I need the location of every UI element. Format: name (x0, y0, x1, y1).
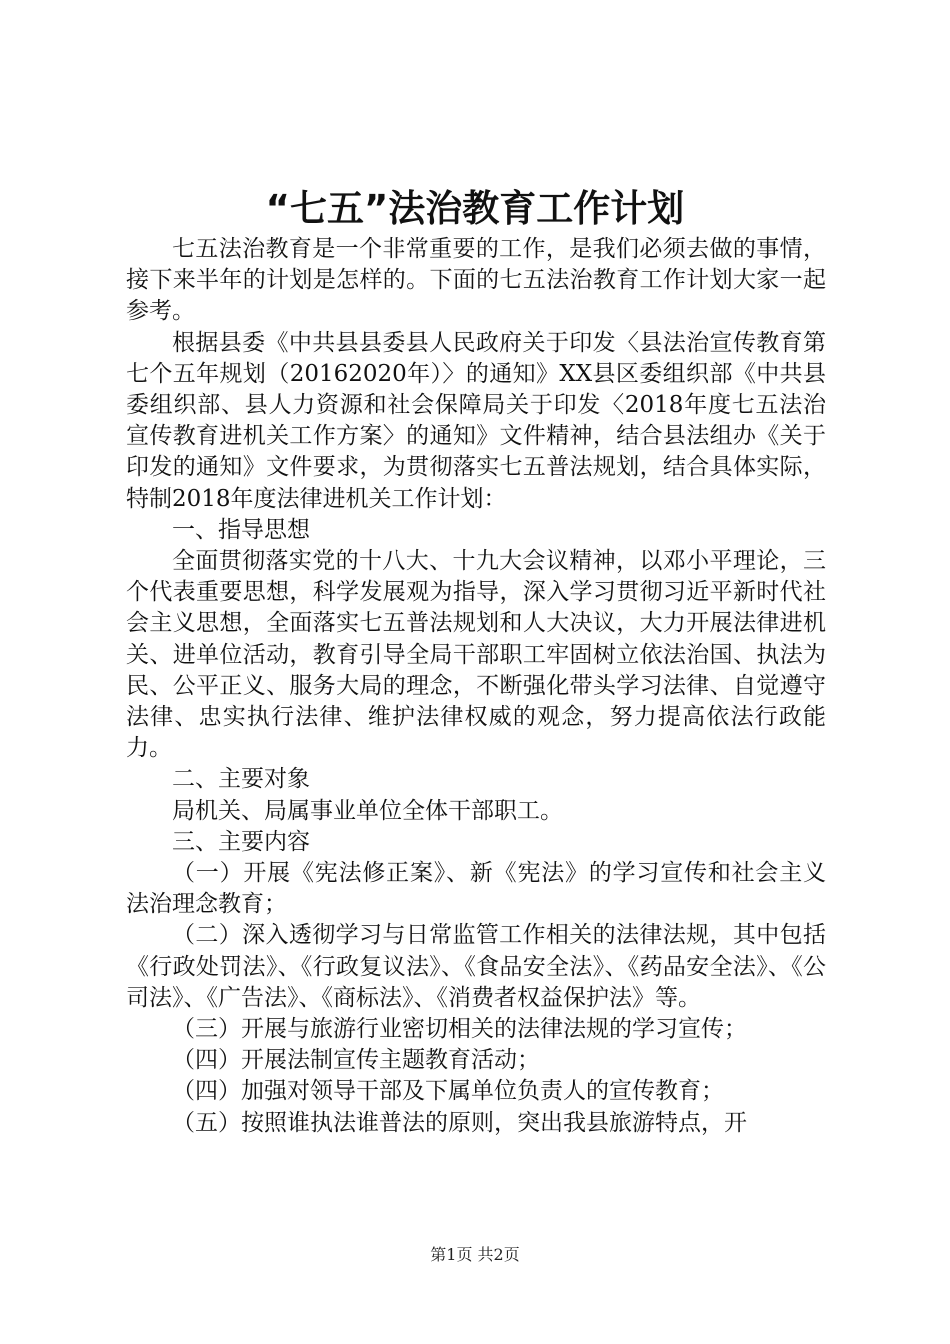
content-item: （五）按照谁执法谁普法的原则，突出我县旅游特点，开 (172, 1109, 747, 1136)
content-item: （四）开展法制宣传主题教育活动； (172, 1047, 540, 1074)
basis-paragraph: 根据县委《中共县县委县人民政府关于印发〈县法治宣传教育第七个五年规划（20162020年）〉的通知》XX县区委组织部《中共县委组织部、县人力资源和社会保障局关于印发〈2018年度七五法治宣传教育进机关工作方案〉的通知》文件精神，结合县法组办《关于印发的通知》文件要求，为贯彻落实七五普法规划，结合具体实际，特制2018年度法律进机关工作计划： (126, 329, 826, 512)
section-heading-main-content: 三、主要内容 (172, 828, 310, 855)
document-body (126, 234, 826, 1139)
guiding-ideology-paragraph: 全面贯彻落实党的十八大、十九大会议精神，以邓小平理论，三个代表重要思想，科学发展观为指导，深入学习贯彻习近平新时代社会主义思想，全面落实七五普法规划和人大决议，大力开展法律进机关、进单位活动，教育引导全局干部职工牢固树立依法治国、执法为民、公平正义、服务大局的理念，不断强化带头学习法律、自觉遵守法律、忠实执行法律、维护法律权威的观念，努力提高依法行政能力。 (126, 548, 826, 762)
main-targets-paragraph: 局机关、局属事业单位全体干部职工。 (172, 797, 563, 824)
content-item: （三）开展与旅游行业密切相关的法律法规的学习宣传； (172, 1016, 747, 1043)
section-heading-guiding-ideology: 一、指导思想 (172, 516, 310, 543)
section-heading-main-targets: 二、主要对象 (172, 766, 310, 793)
page-footer: 第1页 共2页 (430, 1245, 520, 1264)
content-item: （二）深入透彻学习与日常监管工作相关的法律法规，其中包括《行政处罚法》、《行政复议法》、《食品安全法》、《药品安全法》、《公司法》、《广告法》、《商标法》、《消费者权益保护法》等。 (126, 922, 826, 1011)
content-item: （一）开展《宪法修正案》、新《宪法》的学习宣传和社会主义法治理念教育； (126, 860, 826, 918)
document-title: “七五”法治教育工作计划 (265, 187, 685, 230)
intro-paragraph: 七五法治教育是一个非常重要的工作，是我们必须去做的事情，接下来半年的计划是怎样的。下面的七五法治教育工作计划大家一起参考。 (126, 236, 826, 325)
content-item: （四）加强对领导干部及下属单位负责人的宣传教育； (172, 1078, 724, 1105)
